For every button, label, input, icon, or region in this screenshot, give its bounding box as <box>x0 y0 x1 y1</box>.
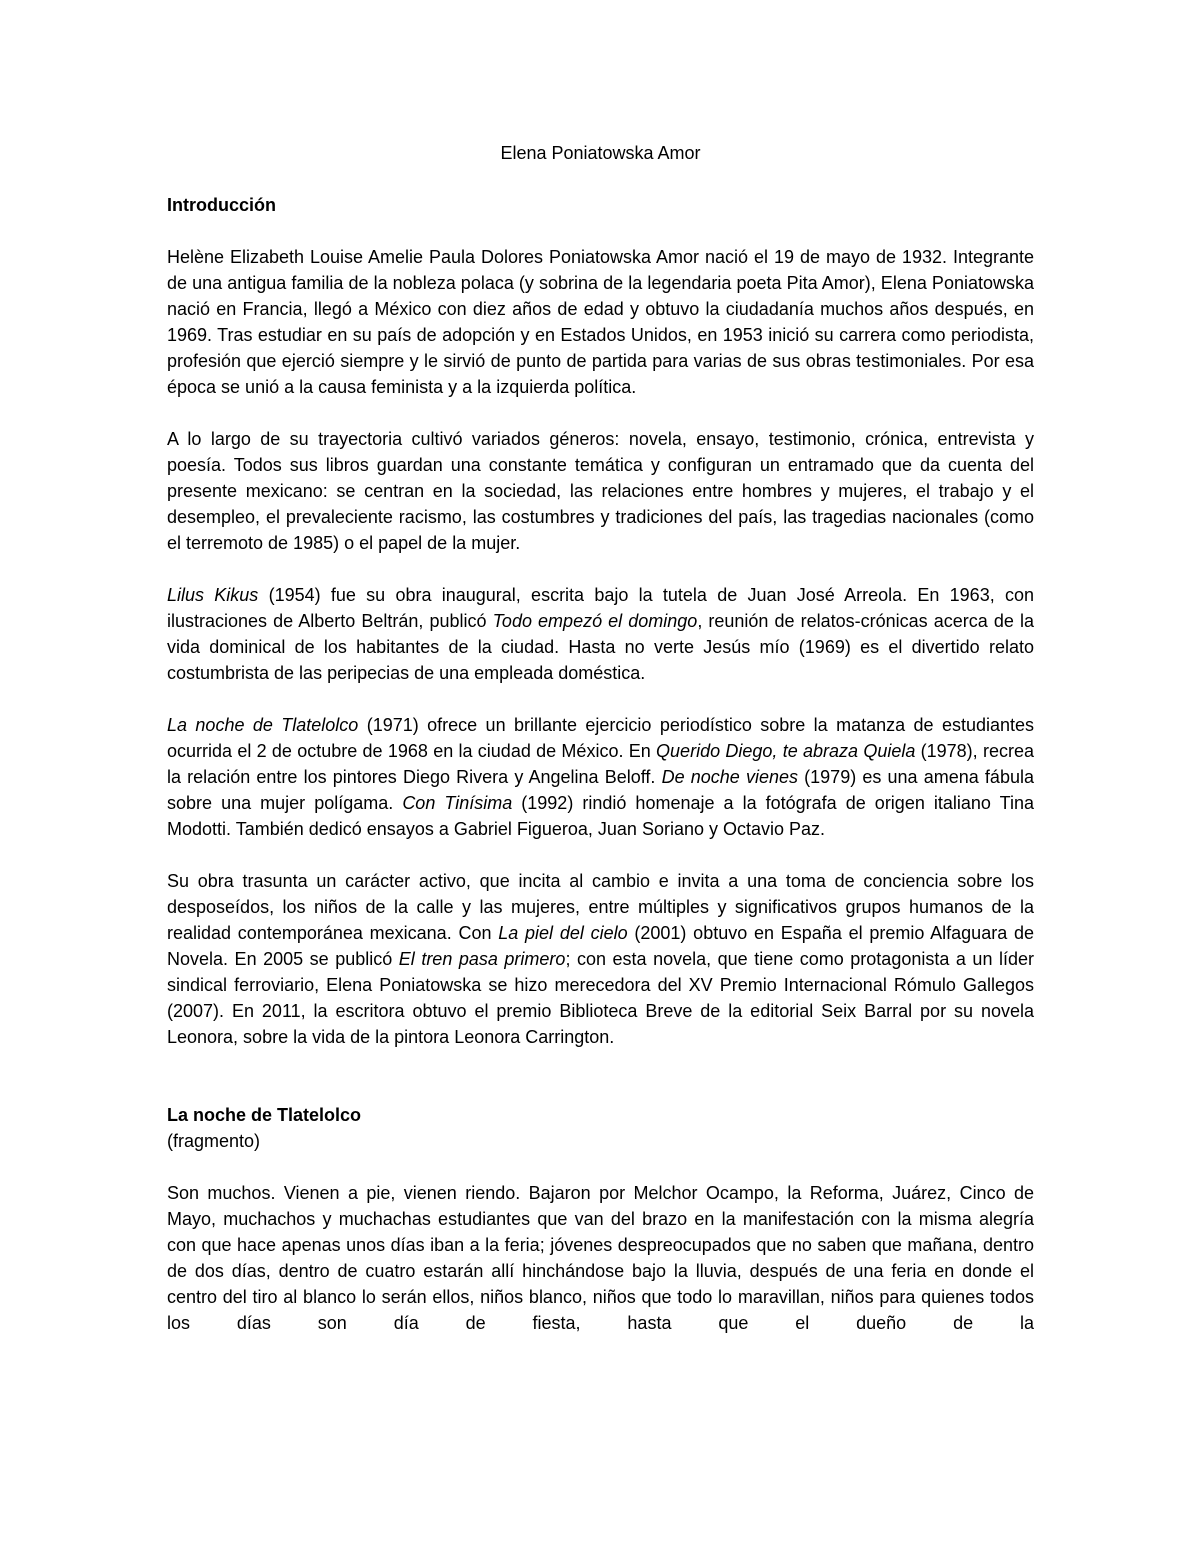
book-title-de-noche-vienes: De noche vienes <box>661 767 798 787</box>
paragraph-text: (1979) es una amena fábula sobre una mujer polígama. <box>167 767 1034 813</box>
document-body <box>167 140 1034 1336</box>
paragraph-text: , reunión de relatos-crónicas acerca de la vida dominical de los habitantes de la ciudad. Hasta no verte Jesús mío (1969) es el divertido relato costumbrista de las peripecias de una empleada doméstica. <box>167 611 1034 683</box>
paragraph-text: (1992) rindió homenaje a la fotógrafa de origen italiano Tina Modotti. También dedicó ensayos a Gabriel Figueroa, Juan Soriano y Octavio Paz. <box>167 793 1034 839</box>
paragraph-text: (1971) ofrece un brillante ejercicio periodístico sobre la matanza de estudiantes ocurrida el 2 de octubre de 1968 en la ciudad de México. En <box>167 715 1035 761</box>
paragraph-text: ; con esta novela, que tiene como protagonista a un líder sindical ferroviario, Elena Poniatowska se hizo merecedora del XV Premio Internacional Rómulo Gallegos (2007). En 2011, la escritora obtuvo el premio Biblioteca Breve de la editorial Seix Barral por su novela Leonora, sobre la vida de la pintora Leonora Carrington. <box>167 949 1034 1047</box>
section-subheading-fragmento: (fragmento) <box>167 1131 261 1151</box>
section-heading-introduccion: Introducción <box>167 195 276 215</box>
paragraph-genres: A lo largo de su trayectoria cultivó variados géneros: novela, ensayo, testimonio, crónica, entrevista y poesía. Todos sus libros guardan una constante temática y configuran un entramado que da cuenta del presente mexicano: se centran en la sociedad, las relaciones entre hombres y mujeres, el trabajo y el desempleo, el prevaleciente racismo, las costumbres y tradiciones del país, las tragedias nacionales (como el terremoto de 1985) o el papel de la mujer. <box>167 429 1034 553</box>
book-title-piel-del-cielo: La piel del cielo <box>498 923 628 943</box>
paragraph-fragment: Son muchos. Vienen a pie, vienen riendo. Bajaron por Melchor Ocampo, la Reforma, Juárez, Cinco de Mayo, muchachos y muchachas estudiantes que van del brazo en la manifestación con la misma alegría con que hace apenas unos días iban a la feria; jóvenes despreocupados que no saben que mañana, dentro de dos días, dentro de cuatro estarán allí hinchándose bajo la lluvia, después de una feria en donde el centro del tiro al blanco lo serán ellos, niños blanco, niños que todo lo maravillan, niños para quienes todos los días son día de fiesta, hasta que el dueño de la <box>167 1183 1034 1333</box>
book-title-lilus-kikus: Lilus Kikus <box>167 585 259 605</box>
book-title-tinisima: Con Tinísima <box>402 793 513 813</box>
paragraph-text: Su obra trasunta un carácter activo, que incita al cambio e invita a una toma de conciencia sobre los desposeídos, los niños de la calle y las mujeres, entre múltiples y significativos grupos humanos de la realidad contemporánea mexicana. Con <box>167 871 1034 943</box>
paragraph-awards <box>167 868 1034 1050</box>
book-title-tren-pasa-primero: El tren pasa primero <box>398 949 566 969</box>
paragraph-text: (1954) fue su obra inaugural, escrita bajo la tutela de Juan José Arreola. En 1963, con ilustraciones de Alberto Beltrán, publicó <box>167 585 1034 631</box>
book-title-querido-diego: Querido Diego, te abraza Quiela <box>656 741 916 761</box>
paragraph-tlatelolco-works <box>167 712 1034 842</box>
document-title: Elena Poniatowska Amor <box>500 143 701 163</box>
section-heading-fragment: La noche de Tlatelolco <box>167 1105 362 1125</box>
paragraph-biography: Helène Elizabeth Louise Amelie Paula Dolores Poniatowska Amor nació el 19 de mayo de 1932. Integrante de una antigua familia de la nobleza polaca (y sobrina de la legendaria poeta Pita Amor), Elena Poniatowska nació en Francia, llegó a México con diez años de edad y obtuvo la ciudadanía muchos años después, en 1969. Tras estudiar en su país de adopción y en Estados Unidos, en 1953 inició su carrera como periodista, profesión que ejerció siempre y le sirvió de punto de partida para varias de sus obras testimoniales. Por esa época se unió a la causa feminista y a la izquierda política. <box>167 247 1034 397</box>
paragraph-early-works <box>167 582 1034 686</box>
book-title-noche-tlatelolco: La noche de Tlatelolco <box>167 715 359 735</box>
paragraph-text: (2001) obtuvo en España el premio Alfaguara de Novela. En 2005 se publicó <box>167 923 1034 969</box>
book-title-todo-empezo: Todo empezó el domingo <box>492 611 698 631</box>
paragraph-text: (1978), recrea la relación entre los pintores Diego Rivera y Angelina Beloff. <box>167 741 1034 787</box>
